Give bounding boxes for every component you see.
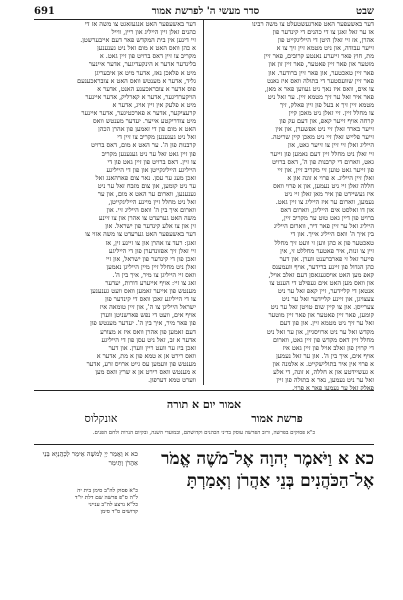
text-line: מענטש פון וועמען עס גייט ארויס זרע, אדער bbox=[86, 359, 196, 368]
text-line: צו אים, וואס איז נאך ניט געווען פאר א מאן, bbox=[264, 84, 374, 93]
text-line: פון פאר מיר, איך בין ה'. יעדער מענטש פון bbox=[90, 319, 196, 328]
text-line: זאכן ביז ער וועט ריין ווערן. און דער bbox=[108, 343, 196, 352]
text-line: זייער פלייש זאלן זיי ניט מאכן קיין שריטה. bbox=[271, 133, 374, 142]
text-line: מוטער און פאר זיין פאטער, פאר זיין זון און bbox=[268, 60, 374, 69]
text-line: צו די הייליגע זאכן וואס די קינדער פון bbox=[105, 295, 196, 304]
text-line: צעצויגן, און זיינע קליידער זאל ער ניט bbox=[281, 295, 374, 304]
section-rule-top bbox=[34, 390, 374, 391]
text-line: אז ער זאל זאגן צו די כהנים די קינדער פון bbox=[272, 28, 374, 37]
text-line: דעם זאמען פון אהרן וואס איז א מצורע bbox=[100, 327, 196, 336]
text-line: זאל ער זיך ניט מטמא זיין. און פון דעם bbox=[279, 319, 374, 328]
page-header bbox=[34, 4, 374, 18]
text-line: הייליג זאלן זיי זיין צו זייער גאט, און bbox=[288, 141, 374, 150]
text-line: און וואס מען האט אים געפילט די הענט צו bbox=[269, 279, 374, 287]
text-line: כהנים זאלן זיין הייליג און ריין, ווייל bbox=[111, 28, 196, 37]
text-line: און דו זאלסט אים הייליגן, ווארום דאס bbox=[280, 206, 374, 215]
text-line: א פרוי אין איר בתולישקייט. א אלמנה און bbox=[272, 359, 374, 368]
text-line: מיט א פלאכן נאז, אדער מיט אן איבעריגן bbox=[94, 68, 196, 77]
text-line: א געשיידטע און א חללה, א זונה, די אלע bbox=[273, 368, 374, 377]
text-line: א מענטש וואס רירט אן א שרץ וואס מען bbox=[95, 368, 196, 377]
text-line: בין איך ה' וואס הייליג אייך. און די bbox=[290, 230, 374, 239]
text-line: די קרוין פון זאלב אויל פון זיין גאט איז bbox=[282, 343, 374, 352]
text-line: משה האט גערעדט צו אהרן און צו זיינע bbox=[98, 214, 196, 223]
text-line: מת, חוץ פאר זייערע נאנטע קרובים, פאר זיין bbox=[263, 52, 374, 61]
text-line: א כהן וואס האט א מום זאל ניט גענענען bbox=[97, 44, 196, 53]
text-line: פאר זיין שוועסטער די בתולה וואס איז נאנט bbox=[267, 76, 374, 85]
side-notes bbox=[34, 488, 138, 516]
text-line: פון זייער גאט טוען זיי מקריב זיין, און זיי bbox=[277, 165, 374, 174]
text-line: ווערט טמא דערפון. bbox=[148, 376, 196, 385]
text-line: הויקערדיגער, אדער א קארליק, אדער איינער bbox=[85, 92, 196, 101]
text-line: דער באשעפער האט פארגעשטעלט צו משה רבינו bbox=[251, 20, 374, 28]
text-line: אדער א זב, זאל ניט עסן פון די הייליגע bbox=[101, 335, 196, 344]
text-line: פאר זיין טאכטער, און פאר זיין ברודער. און bbox=[268, 68, 374, 77]
text-line: מיט א פלעק אין זיין אויג, אדער א bbox=[112, 100, 196, 109]
text-line: זייער בארד זאלן זיי ניט אפשערן, און אין bbox=[275, 125, 374, 134]
text-line: זאל ער ניט נעמען, נאר א בתולה פון זיין bbox=[276, 376, 374, 385]
text-line: וואס רירט אן א טמא פון א מת, אדער א bbox=[96, 351, 196, 360]
text-line: ברויט פון דיין גאט טוט ער מקריב זיין, bbox=[281, 214, 374, 223]
text-line: גליד, אדער א מענטש וואס האט א צובראכענעם bbox=[77, 76, 196, 85]
right-text-column bbox=[212, 20, 374, 393]
text-line: צו מחלל זיין. זיי זאלן ניט מאכן קיין bbox=[288, 109, 374, 118]
page-number: 691 bbox=[34, 5, 55, 17]
portion-title: אמור יום א תורה bbox=[166, 398, 242, 411]
commentary-columns bbox=[34, 20, 374, 393]
text-line: זיי דינען אין בית המקדש פאר דעם אייבערשטן. bbox=[80, 36, 196, 45]
text-line: צו זיין. דאס ברויט פון זיין גאט פון די bbox=[107, 157, 196, 166]
text-line: פוס אדער א צובראכענע האנט, אדער א bbox=[97, 84, 196, 93]
text-line: צערייסן. און צו קיין שום טויטן זאל ער ניט bbox=[270, 303, 374, 312]
text-line: דער באשעפער האט גערעדט צו משה אזוי צו bbox=[85, 230, 196, 239]
text-line: מקריב צו זיין דאס ברויט פון זיין גאט. א bbox=[99, 52, 196, 61]
text-line: הייליג זאל ער זיין פאר דיר, ווארום הייליג bbox=[273, 222, 374, 231]
text-line: אנטאן די קליידער, זיין קאפ זאל ער ניט bbox=[277, 287, 374, 296]
text-line: אהרן, אז זיי זאלן היטן די הייליגקייט פון bbox=[277, 36, 374, 45]
text-line: ישראל הייליגן צו ה', און זיין טומאה איז bbox=[99, 303, 196, 312]
text-line: איז געשיידט פון איר מאן זאלן זיי ניט bbox=[284, 189, 374, 198]
text-line: האט א מום פון די זאמען פון אהרן הכהן bbox=[98, 125, 196, 134]
side-note-line: כל"א נרצע לה"ב ענייני bbox=[88, 502, 138, 508]
text-line: אויף אים, איך בין ה'. און ער זאל נעמען bbox=[276, 351, 374, 360]
torah-verse bbox=[142, 448, 374, 492]
text-line: זאלן זיין הייליג. א פרוי א זונה און א bbox=[287, 173, 374, 182]
targum-text: כא א וַאֲמַר יְיָ לְמשֶׁה אֵימַר לְכָהֲנַיָּא בְּנֵי אַהֲרֹן וְתֵימַר bbox=[42, 450, 138, 467]
text-line: גאט, ווארום די קרבנות פון ה', דאס ברויט bbox=[272, 157, 374, 166]
text-line: זאכן מעג ער עסן. נאר צום פארהאנג זאל bbox=[95, 173, 196, 182]
column-divider bbox=[203, 20, 204, 385]
text-line: מטמא זיין זיך א בעל פון זיין פאלק, זיך bbox=[280, 100, 374, 109]
text-line: זאג צו זיי: אויף אייערע דורות, יעדער bbox=[105, 279, 196, 287]
text-line: מחלל זיין דאס מקדש פון זיין גאט, ווארום bbox=[273, 335, 374, 344]
header-main-title: סדר מעשי ה' לפרשת אמור bbox=[151, 5, 260, 17]
text-line: קרעציקער, אדער א פארכטיגער, אדער איינער bbox=[81, 109, 196, 118]
section-rule-bottom bbox=[34, 444, 374, 445]
text-line: פאלק זאל ער נעמען פאר א פרוי. bbox=[292, 384, 374, 393]
text-line: זין און צו אלע קינדער פון ישראל. און bbox=[105, 222, 196, 231]
text-line: ער ניט קומען, און צום מזבח זאל ער ניט bbox=[97, 181, 196, 190]
text-line: זאכן פון די קינדער פון ישראל, און זיי bbox=[106, 254, 196, 263]
text-line: חללה זאלן זיי ניט נעמען, און א פרוי וואס bbox=[273, 181, 374, 190]
onkelos-label: אונקלוס bbox=[84, 412, 118, 425]
verse-line-1: כא א וַיֹּאמֶר יְהוָה אֶל־מֹשֶׁה אֱמֹר bbox=[161, 449, 374, 469]
text-line: זאלן ניט מחלל זיין מיין הייליגן נאמען bbox=[106, 262, 196, 271]
text-line: דער באשעפער האט אנגעזאגט צו משה אז די bbox=[84, 20, 196, 28]
text-line: זייער עבודה, און ניט מטמא זיין זיך צו א bbox=[276, 44, 374, 53]
text-line: בלינדער אדער א הינקעדיגער, אדער איינער bbox=[88, 60, 196, 69]
portion-label: פרשת אמור bbox=[251, 412, 303, 425]
text-line: זאל ניט גענענען מקריב צו זיין די bbox=[117, 133, 196, 142]
text-line: קרחה אויף זייער קאפ, און דעם עק פון bbox=[279, 117, 374, 126]
text-line: גענענען, ווארום ער האט א מום, און ער bbox=[97, 189, 196, 198]
header-right-title: שבט bbox=[356, 5, 374, 17]
text-line: מענטש פון אייער זאמען וואס וועט גענענען bbox=[90, 287, 196, 296]
text-line: פון זיין גאט זאל ער ניט גענענען מקריב bbox=[101, 149, 196, 158]
text-line: טאכטער פון א כהן ווען זי וועט זיך מחלל bbox=[274, 238, 374, 247]
text-line: פאר איר זאל ער זיך מטמא זיין. ער זאל ניט bbox=[267, 92, 374, 101]
text-line: קרבנות פון ה'. ער האט א מום, דאס ברויט bbox=[91, 141, 196, 150]
text-line: נעמען, ווארום ער איז הייליג צו זיין גאט. bbox=[275, 198, 374, 207]
text-line: ווארום איך בין ה' וואס הייליג זיי. און bbox=[106, 206, 196, 215]
left-text-column bbox=[34, 20, 196, 385]
text-line: מיט צודריקטע אייער. יעדער מענטש וואס bbox=[93, 117, 196, 126]
text-line: זאל ניט מחלל זיין מיינע הייליגקייטן, bbox=[108, 198, 196, 207]
text-line: קומען, פאר זיין פאטער און פאר זיין מוטער bbox=[268, 311, 374, 320]
side-note-line: ל"ה ס"פ פרשה שם דלת יו"ד bbox=[74, 495, 138, 501]
text-line: אויף אים, וועט די נפש פארשניטן ווערן bbox=[100, 311, 196, 320]
side-note-line: כ"א פסוק לה"ב סימן בית יה bbox=[77, 488, 138, 494]
text-line: פייער זאל זי פארברענט ווערן. און דער bbox=[279, 254, 374, 263]
text-line: כהן הגדול פון זיינע ברידער, אויף וועמענס bbox=[272, 262, 374, 271]
text-line: זאגן: רעד צו אהרן און צו זיינע זין, אז bbox=[105, 238, 196, 247]
verse-line-2: אֶל־הַכֹּהֲנִים בְּנֵי אַהֲרֹן וְאָמַרְתָּ bbox=[186, 471, 374, 491]
text-line: קאפ מען האט אויסגעגאסן דעם זאלב אויל, bbox=[268, 270, 374, 279]
masoretic-note: כ"א פסוקים בפרשה, ורוב הפרשה עוסק בדיני הכהנים וקדושתם, ובמועדי השנה, ובקיום הנרות ולחם הפנים. bbox=[92, 430, 316, 436]
side-note-line: קדושים ס"ד סימן bbox=[100, 509, 138, 515]
text-line: זיין צו זנות, איר פאטער מחללט זי, אין bbox=[280, 246, 374, 255]
text-line: זיי זאלן ניט מחלל זיין דעם נאמען פון זייער bbox=[270, 149, 374, 158]
text-line: זיי זאלן זיך אפזונדערן פון די הייליגע bbox=[108, 246, 196, 255]
text-line: מקדש זאל ער ניט ארויסגיין, און ער זאל ניט bbox=[266, 327, 374, 336]
text-line: הייליגע הייליגקייטן און פון די הייליגע bbox=[106, 165, 196, 174]
text-line: וואס זיי הייליגן צו מיר, איך בין ה'. bbox=[112, 270, 196, 279]
